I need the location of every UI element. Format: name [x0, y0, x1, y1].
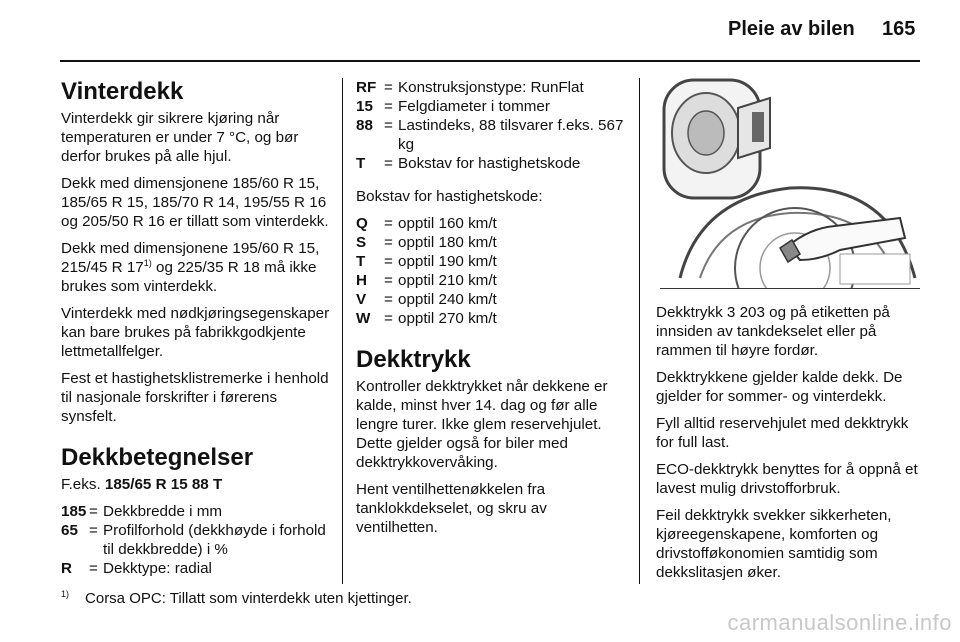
footnote [61, 590, 412, 607]
speed-code-row: W = opptil 270 km/t [356, 310, 497, 327]
paragraph: Vinterdekk med nødkjøringsegenskaper kan bare brukes på fabrikkgodkjente lettmetallfelger. [61, 305, 330, 360]
column-left [61, 78, 333, 588]
page-number: 165 [882, 18, 916, 40]
section-title: Pleie av bilen [728, 18, 855, 40]
column-divider [342, 78, 343, 584]
paragraph: Feil dekktrykk svekker sikkerheten, kjøreegenskapene, komforten og drivstofføkonomien samtidig som dekkslitasjen øker. [656, 507, 892, 581]
speed-code-row: T = opptil 190 km/t [356, 253, 497, 270]
definition-list [61, 502, 333, 578]
heading-tyre-designations: Dekkbetegnelser [61, 444, 254, 471]
definition-list [356, 78, 628, 173]
speed-code-row: V = opptil 240 km/t [356, 291, 497, 308]
example-line: F.eks. 185/65 R 15 88 T [61, 476, 223, 493]
footnote-ref: 1) [143, 257, 152, 268]
paragraph: Dekk med dimensjonene 195/60 R 15, 215/45 R 17$^{1)}$ og 225/35 R 18 må ikke brukes som vinterdekk. [61, 240, 320, 295]
page-ref-arrow-icon[interactable]: 3 [726, 304, 736, 321]
heading-tyre-pressure: Dekktrykk [356, 346, 471, 373]
watermark: carmanualsonline.info [727, 610, 952, 635]
paragraph: Fyll alltid reservehjulet med dekktrykk for full last. [656, 415, 909, 451]
speed-code-list [356, 214, 628, 328]
definition-row: 65 = Profilforhold (dekkhøyde i forhold til dekkbredde) i % [61, 522, 326, 558]
paragraph: Dekk med dimensjonene 185/60 R 15, 185/65 R 15, 185/70 R 14, 195/55 R 16 og 205/50 R 16 er tillatt som vinterdekk. [61, 175, 329, 230]
paragraph: Dekktrykk 3 203 og på etiketten på innsiden av tankdekselet eller på rammen til høyre fordør. [656, 304, 890, 359]
column-divider [639, 78, 640, 584]
tyre-valve-illustration [660, 78, 920, 289]
paragraph: Dekktrykkene gjelder kalde dekk. De gjelder for sommer- og vinterdekk. [656, 369, 903, 405]
footnote-text: Corsa OPC: Tillatt som vinterdekk uten kjettinger. [85, 590, 412, 607]
fuel-flap-wheel-drawing [660, 78, 920, 288]
heading-winter-tyres: Vinterdekk [61, 78, 184, 105]
header-divider [60, 60, 920, 62]
paragraph: Hent ventilhettenøkkelen fra tanklokkdekselet, og skru av ventilhetten. [356, 481, 547, 536]
paragraph: Vinterdekk gir sikrere kjøring når temperaturen er under 7 °C, og bør derfor brukes på alle hjul. [61, 110, 299, 165]
definition-row: T = Bokstav for hastighetskode [356, 155, 581, 172]
definition-row: R = Dekktype: radial [61, 560, 212, 577]
footnote-mark: 1) [61, 589, 70, 599]
paragraph: Bokstav for hastighetskode: [356, 188, 543, 205]
paragraph: Fest et hastighetsklistremerke i henhold til nasjonale forskrifter i førerens synsfelt. [61, 370, 329, 425]
column-middle [356, 78, 628, 545]
definition-row: 15 = Felgdiameter i tommer [356, 98, 550, 115]
column-right [656, 303, 924, 590]
definition-row: 185 = Dekkbredde i mm [61, 503, 223, 520]
paragraph: ECO-dekktrykk benyttes for å oppnå et lavest mulig drivstofforbruk. [656, 461, 918, 497]
speed-code-row: Q = opptil 160 km/t [356, 215, 497, 232]
speed-code-row: S = opptil 180 km/t [356, 234, 497, 251]
speed-code-row: H = opptil 210 km/t [356, 272, 497, 289]
definition-row: 88 = Lastindeks, 88 tilsvarer f.eks. 567 kg [356, 117, 624, 153]
paragraph: Kontroller dekktrykket når dekkene er kalde, minst hver 14. dag og før alle lengre turer. Ikke glem reservehjulet. Dette gjelder også for biler med dekktrykkovervåking. [356, 378, 608, 471]
definition-row: RF = Konstruksjonstype: RunFlat [356, 79, 584, 96]
